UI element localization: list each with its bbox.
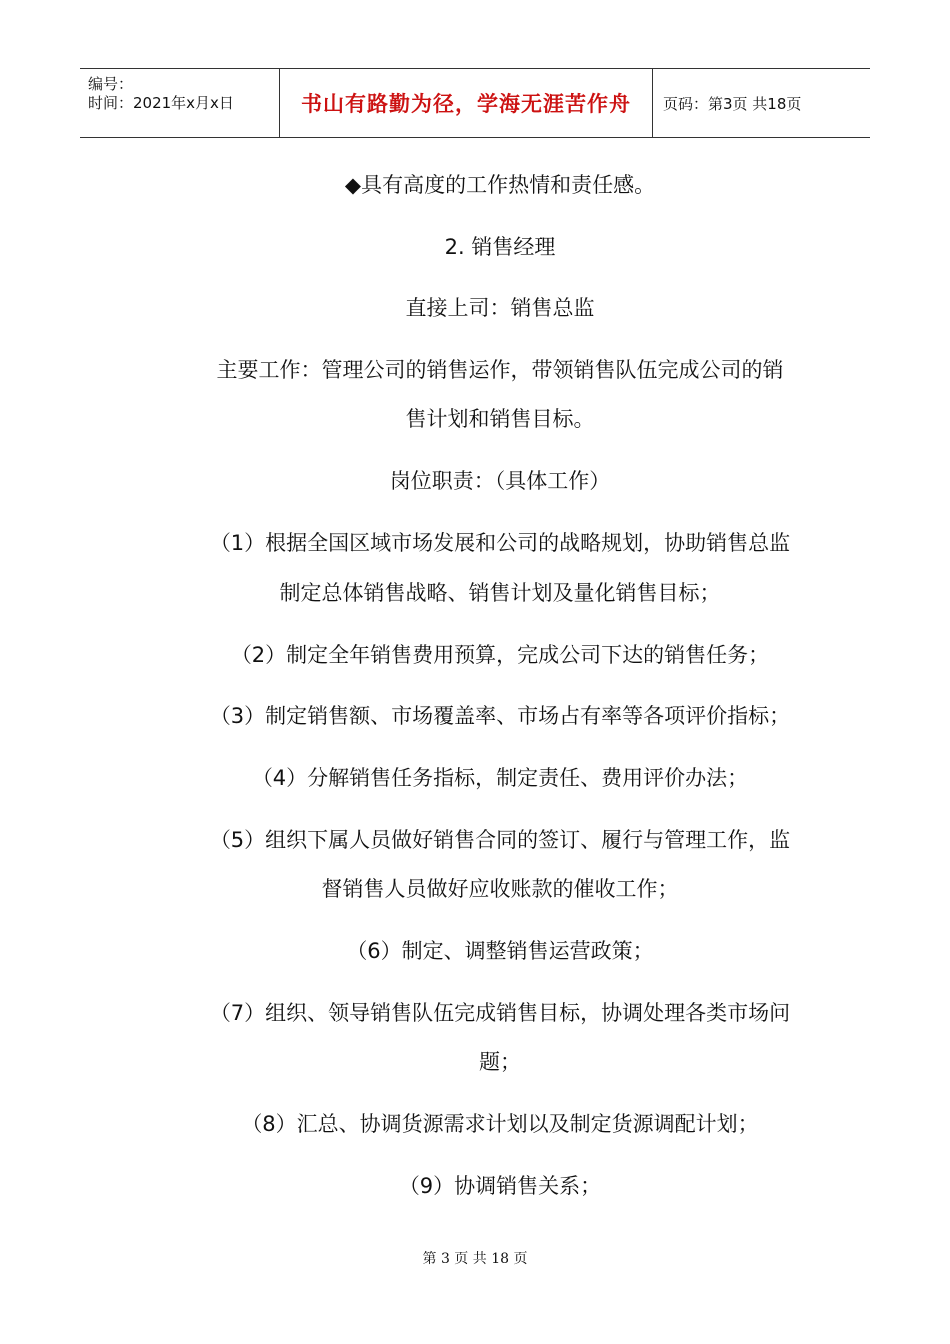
page-footer: 第 3 页 共 18 页	[422, 1251, 528, 1267]
body-line: 岗位职责：（具体工作）	[389, 469, 611, 493]
body-line: （5）组织下属人员做好销售合同的签订、履行与管理工作，监	[209, 828, 791, 852]
body-line: 题；	[479, 1050, 521, 1074]
body-line: （3）制定销售额、市场覆盖率、市场占有率等各项评价指标；	[209, 704, 791, 728]
header-meta	[80, 69, 280, 137]
header-page-info: 页码：第3页 共18页	[663, 94, 802, 113]
document-number-label: 编号：	[88, 75, 134, 93]
body-line: （8）汇总、协调货源需求计划以及制定货源调配计划；	[241, 1112, 759, 1136]
body-line: 直接上司：销售总监	[405, 296, 595, 320]
body-line: （9）协调销售关系；	[398, 1174, 602, 1198]
body-line: 主要工作：管理公司的销售运作，带领销售队伍完成公司的销	[216, 358, 784, 382]
page-header	[80, 68, 870, 138]
body-line: （6）制定、调整销售运营政策；	[346, 939, 654, 963]
body-line: 制定总体销售战略、销售计划及量化销售目标；	[279, 581, 721, 605]
body-line: （7）组织、领导销售队伍完成销售目标，协调处理各类市场问	[209, 1001, 791, 1025]
header-motto: 书山有路勤为径，学海无涯苦作舟	[280, 69, 653, 137]
document-time-label: 时间：2021年x月x日	[88, 94, 234, 112]
body-line: 售计划和销售目标。	[405, 407, 595, 431]
body-line: 督销售人员做好应收账款的催收工作；	[321, 877, 679, 901]
body-line: （2）制定全年销售费用预算，完成公司下达的销售任务；	[230, 643, 770, 667]
body-line: （1）根据全国区域市场发展和公司的战略规划，协助销售总监	[209, 531, 791, 555]
section-heading: 2. 销售经理	[444, 235, 556, 259]
body-line: （4）分解销售任务指标，制定责任、费用评价办法；	[251, 766, 749, 790]
body-line: ◆具有高度的工作热情和责任感。	[344, 173, 656, 197]
